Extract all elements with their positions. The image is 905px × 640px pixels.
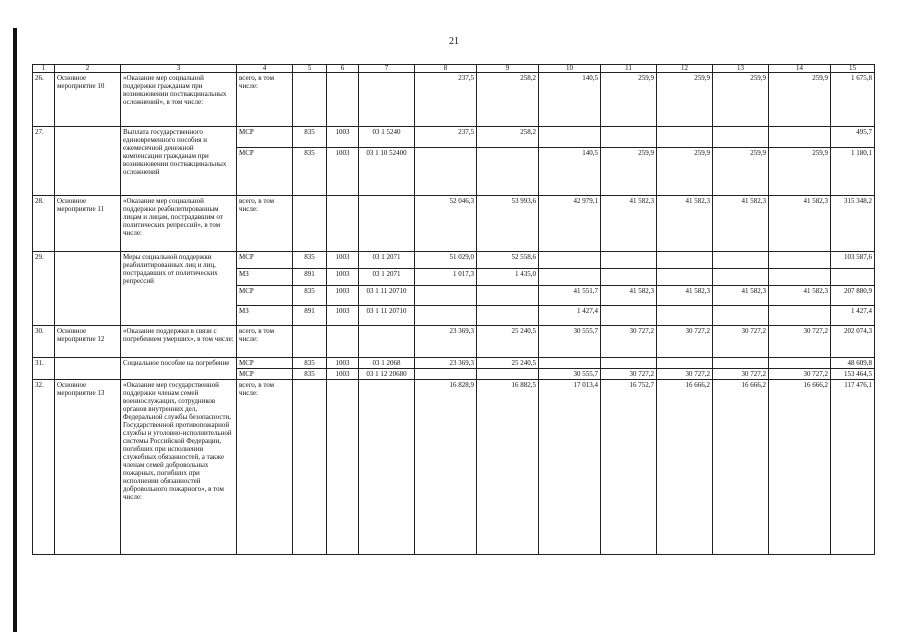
column-number-row [33, 65, 875, 73]
table-row [33, 326, 875, 358]
value-cell: 25 240,5 [477, 326, 539, 358]
value-cell: 259,9 [769, 73, 831, 127]
col-1-header: 1 [33, 65, 55, 73]
col-15-header: 15 [831, 65, 875, 73]
value-cell: 1 435,0 [477, 269, 539, 286]
col-5-header: 5 [293, 65, 327, 73]
col-4-header: 4 [237, 65, 293, 73]
code-cell: 891 [293, 306, 327, 326]
executor-cell: всего, в том числе: [237, 326, 293, 358]
total-cell: 1 427,4 [831, 306, 875, 326]
executor-cell: МСР [237, 286, 293, 306]
value-cell: 41 582,3 [713, 196, 769, 252]
executor-cell: МЗ [237, 269, 293, 286]
value-cell: 258,2 [477, 73, 539, 127]
code-cell: 03 1 11 20710 [359, 286, 415, 306]
row-number: 32. [33, 380, 55, 555]
code-cell: 1003 [327, 358, 359, 369]
value-cell: 30 555,7 [539, 369, 601, 380]
value-cell: 17 013,4 [539, 380, 601, 555]
value-cell: 41 582,3 [769, 286, 831, 306]
value-cell: 16 882,5 [477, 380, 539, 555]
measure-cell: Основное мероприятие 11 [55, 196, 121, 252]
binding-bar [13, 28, 17, 632]
value-cell: 259,9 [769, 148, 831, 196]
total-cell: 202 074,3 [831, 326, 875, 358]
measure-name: Выплата государственного единовременного пособия и ежемесячной денежной компенсации гражданам при возникновении поствакцинальных осложнений [121, 127, 237, 196]
measure-name: Социальное пособие на погребение [121, 358, 237, 380]
value-cell: 41 582,3 [601, 286, 657, 306]
value-cell: 30 727,2 [657, 326, 713, 358]
col-8-header: 8 [415, 65, 477, 73]
col-13-header: 13 [713, 65, 769, 73]
table-row [33, 127, 875, 148]
code-cell: 03 1 2068 [359, 358, 415, 369]
code-cell: 1003 [327, 286, 359, 306]
table-row [33, 73, 875, 127]
value-cell: 41 582,3 [657, 286, 713, 306]
value-cell: 30 727,2 [769, 369, 831, 380]
col-9-header: 9 [477, 65, 539, 73]
measure-name: «Оказание мер государственной поддержки членам семей военнослужащих, сотрудников органов внутренних дел, Федеральной службы безопасности, Государственной противопожарной службы и уголовно-исполнительной системы Российской Федерации, погибших при исполнении служебных обязанностей, а также членам семей добровольных пожарных, погибших при исполнении обязанностей добровольного пожарного», в том числе: [121, 380, 237, 555]
value-cell: 30 727,2 [601, 369, 657, 380]
value-cell: 52 046,3 [415, 196, 477, 252]
row-number: 26. [33, 73, 55, 127]
executor-cell: всего, в том числе: [237, 380, 293, 555]
value-cell: 259,9 [713, 148, 769, 196]
code-cell: 835 [293, 127, 327, 148]
code-cell: 1003 [327, 127, 359, 148]
value-cell: 258,2 [477, 127, 539, 148]
value-cell: 25 240,5 [477, 358, 539, 369]
value-cell: 41 551,7 [539, 286, 601, 306]
executor-cell: МСР [237, 148, 293, 196]
total-cell: 495,7 [831, 127, 875, 148]
row-number: 28. [33, 196, 55, 252]
code-cell: 03 1 5240 [359, 127, 415, 148]
value-cell: 16 666,2 [713, 380, 769, 555]
measure-cell: Основное мероприятие 10 [55, 73, 121, 127]
row-number: 31. [33, 358, 55, 380]
total-cell: 117 476,1 [831, 380, 875, 555]
row-number: 27. [33, 127, 55, 196]
measure-name: «Оказание мер социальной поддержки реабилитированным лицам и лицам, пострадавшим от политических репрессий», в том числе: [121, 196, 237, 252]
value-cell: 23 369,3 [415, 358, 477, 369]
value-cell: 1 427,4 [539, 306, 601, 326]
page-number: 21 [449, 36, 459, 47]
measure-name: «Оказание поддержки в связи с погребением умерших», в том числе: [121, 326, 237, 358]
code-cell: 835 [293, 358, 327, 369]
value-cell: 30 727,2 [713, 369, 769, 380]
executor-cell: МСР [237, 358, 293, 369]
total-cell: 1 675,8 [831, 73, 875, 127]
value-cell: 259,9 [713, 73, 769, 127]
value-cell: 42 979,1 [539, 196, 601, 252]
value-cell: 140,5 [539, 148, 601, 196]
code-cell: 03 1 2071 [359, 269, 415, 286]
code-cell: 835 [293, 286, 327, 306]
col-3-header: 3 [121, 65, 237, 73]
value-cell: 30 727,2 [657, 369, 713, 380]
table-row [33, 380, 875, 555]
value-cell: 30 727,2 [601, 326, 657, 358]
total-cell: 153 464,5 [831, 369, 875, 380]
value-cell: 30 727,2 [769, 326, 831, 358]
code-cell: 1003 [327, 252, 359, 269]
executor-cell: МСР [237, 369, 293, 380]
value-cell: 259,9 [601, 73, 657, 127]
measure-cell: Основное мероприятие 12 [55, 326, 121, 358]
code-cell: 03 1 12 20680 [359, 369, 415, 380]
col-7-header: 7 [359, 65, 415, 73]
total-cell: 48 609,8 [831, 358, 875, 369]
code-cell: 1003 [327, 369, 359, 380]
value-cell: 237,5 [415, 127, 477, 148]
value-cell: 41 582,3 [657, 196, 713, 252]
value-cell: 259,9 [657, 73, 713, 127]
value-cell: 23 369,3 [415, 326, 477, 358]
value-cell: 259,9 [601, 148, 657, 196]
code-cell: 835 [293, 148, 327, 196]
executor-cell: МСР [237, 252, 293, 269]
code-cell: 03 1 11 20710 [359, 306, 415, 326]
col-2-header: 2 [55, 65, 121, 73]
table-row [33, 252, 875, 269]
value-cell: 16 666,2 [769, 380, 831, 555]
table-row [33, 358, 875, 369]
executor-cell: всего, в том числе: [237, 73, 293, 127]
value-cell: 41 582,3 [769, 196, 831, 252]
col-12-header: 12 [657, 65, 713, 73]
code-cell: 835 [293, 369, 327, 380]
program-funding-table [32, 64, 875, 555]
total-cell: 1 180,1 [831, 148, 875, 196]
value-cell: 140,5 [539, 73, 601, 127]
value-cell: 53 993,6 [477, 196, 539, 252]
value-cell: 16 752,7 [601, 380, 657, 555]
table-row [33, 196, 875, 252]
col-14-header: 14 [769, 65, 831, 73]
value-cell: 1 017,3 [415, 269, 477, 286]
executor-cell: МСР [237, 127, 293, 148]
code-cell: 1003 [327, 269, 359, 286]
value-cell: 41 582,3 [713, 286, 769, 306]
value-cell: 30 555,7 [539, 326, 601, 358]
value-cell: 30 727,2 [713, 326, 769, 358]
measure-cell: Основное мероприятие 13 [55, 380, 121, 555]
executor-cell: всего, в том числе: [237, 196, 293, 252]
col-6-header: 6 [327, 65, 359, 73]
measure-name: Меры социальной поддержки реабилитированных лиц и лиц, пострадавших от политических репрессий [121, 252, 237, 326]
total-cell: 207 880,9 [831, 286, 875, 306]
code-cell: 03 1 10 52400 [359, 148, 415, 196]
value-cell: 259,9 [657, 148, 713, 196]
code-cell: 1003 [327, 306, 359, 326]
total-cell: 103 587,6 [831, 252, 875, 269]
total-cell: 315 348,2 [831, 196, 875, 252]
value-cell: 51 029,0 [415, 252, 477, 269]
value-cell: 237,5 [415, 73, 477, 127]
value-cell: 52 558,6 [477, 252, 539, 269]
value-cell: 16 666,2 [657, 380, 713, 555]
col-11-header: 11 [601, 65, 657, 73]
code-cell: 03 1 2071 [359, 252, 415, 269]
row-number: 29. [33, 252, 55, 326]
code-cell: 1003 [327, 148, 359, 196]
value-cell: 16 828,9 [415, 380, 477, 555]
col-10-header: 10 [539, 65, 601, 73]
measure-name: «Оказание мер социальной поддержки гражданам при возникновении поствакцинальных осложнений», в том числе: [121, 73, 237, 127]
executor-cell: МЗ [237, 306, 293, 326]
code-cell: 835 [293, 252, 327, 269]
row-number: 30. [33, 326, 55, 358]
value-cell: 41 582,3 [601, 196, 657, 252]
code-cell: 891 [293, 269, 327, 286]
